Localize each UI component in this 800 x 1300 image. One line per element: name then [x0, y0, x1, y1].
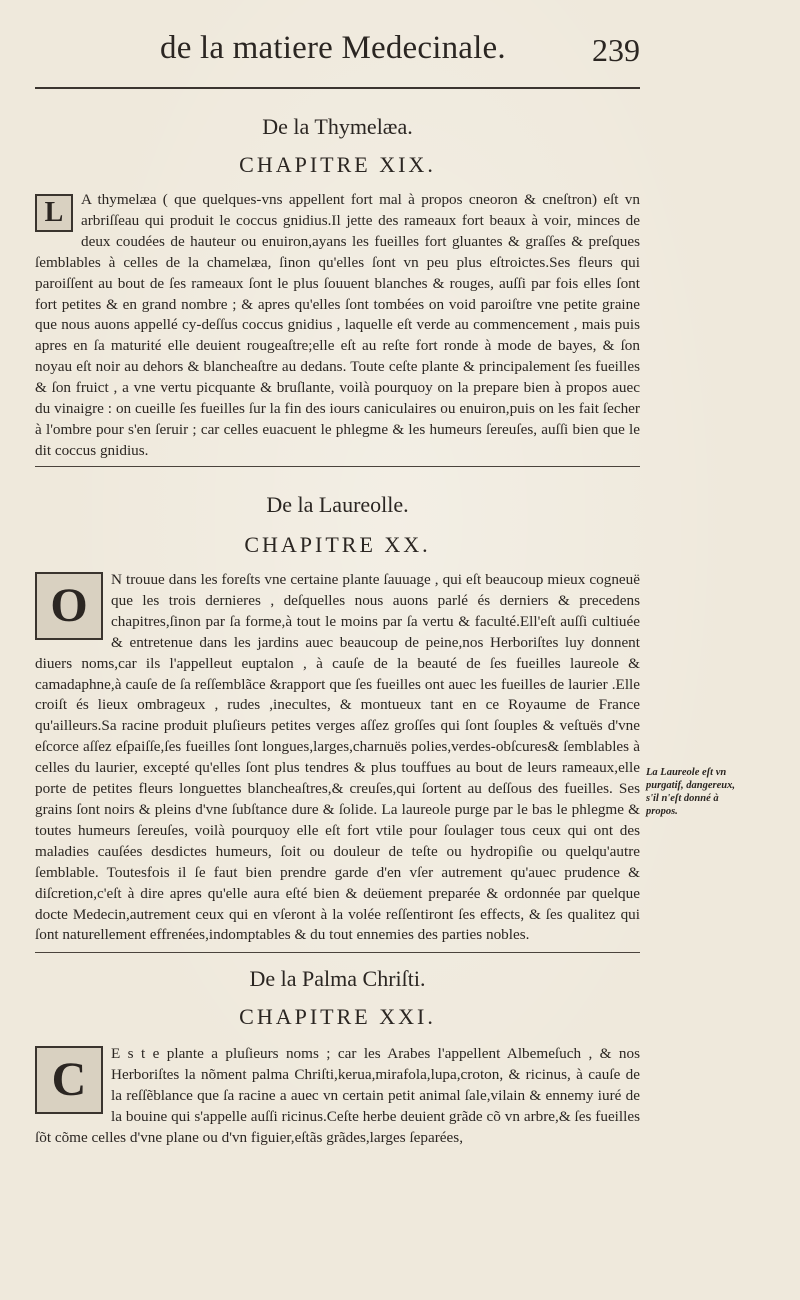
chapter-19-paragraph: A thymelæa ( que quelques-vns appellent fort mal à propos cneoron & cneſtron) eſt vn arbriſſeau qui produit le coccus gnidius.Il jette des rameaux fort beaux à voir, minces de deux coudées de hauteur ou enuiron,ayans les fueilles fort gluantes & graſſes & preſques ſemblables à celles de la chamelæa, ſinon qu'elles ſont vn peu plus eſtroictes.Ses fleurs qui paroiſſent au bout de ſes rameaux ſont le plus ſouuent blanches & rouges, auſſi par fois elles ſont fort petites & en grand nombre ; & apres qu'elles ſont tombées on void paroiſtre vne petite graine que nous auons appellé cy-deſſus coccus gnidius , laquelle eſt verde au commencement , mais puis apres en ſa maturité elle deuient rougeaſtre;elle eſt au reſte fort ronde à mode de bayes, & ſon noyau eſt noir au dehors & blancheaſtre au dedans. Toute ceſte plante & principalement ſes fueilles & ſon fruict , a vne vertu picquante & bruſlante, voilà pourquoy on la prepare bien à propos auec du vinaigre : on cueille ſes fueilles ſur la fin des iours caniculaires ou enuiron,puis on les fait ſecher à l'ombre pour s'en ſeruir ; car celles euacuent le phlegme & les humeurs ſereuſes, auſſi bien que le dit coccus gnidius.: [35, 191, 640, 459]
dropcap-l: L: [35, 194, 73, 232]
header-rule: [35, 87, 640, 89]
margin-note: La Laureole eſt vn purgatif, dangereux, s'il n'eſt donné à propos.: [646, 767, 735, 817]
dropcap-o: O: [35, 572, 103, 640]
running-title: de la matiere Medecinale.: [160, 30, 506, 66]
section-title-palma-christi: De la Palma Chriſti.: [249, 966, 426, 991]
chapter-heading-19: CHAPITRE XIX.: [239, 152, 436, 177]
section-divider-2: [35, 952, 640, 953]
dropcap-c: C: [35, 1046, 103, 1114]
chapter-20-text: [35, 570, 640, 946]
chapter-heading-20: CHAPITRE XX.: [244, 532, 431, 557]
chapter-heading-21: CHAPITRE XXI.: [239, 1004, 436, 1029]
chapter-19-text: [35, 190, 640, 462]
page-number: 239: [592, 32, 640, 68]
chapter-21-paragraph: E s t e plante a pluſieurs noms ; car les Arabes l'appellent Albemeſuch , & nos Herboriſtes la nõment palma Chriſti,kerua,mirafola,lupa,croton, & ricinus, à cauſe de la reſſẽblance que ſa racine a auec vn certain petit animal ſale,vilain & ennemy iuré de la bouine qui s'appelle auſſi ricinus.Ceſte herbe deuient grãde cõ vn arbre,& ſes fueilles ſõt cõme celles d'vne plane ou d'vn figuier,eſtãs grãdes,larges ſeparées,: [35, 1045, 640, 1146]
section-title-laureolle: De la Laureolle.: [266, 492, 409, 517]
page-header: [160, 22, 640, 72]
chapter-20-paragraph: N trouue dans les foreſts vne certaine plante ſauuage , qui eſt beaucoup mieux cogneuë que les trois dernieres , deſquelles nous auons parlé és derniers & precedens chapitres,ſinon par ſa forme,à tout le moins par ſa vertu & faculté.Ell'eſt auſſi cultiuée & entretenue dans les jardins auec beaucoup de peine,nos Herboriſtes luy donnent diuers noms,car ils l'appelleut euptalon , à cauſe de la beauté de ſes fueilles laureole & camadaphne,à cauſe de ſa reſſemblãce &rapport que ſes fueilles ont auec les fueilles de laurier .Elle croiſt és lieux ombrageux , rudes ,inecultes, & montueux tant en ce Royaume de France qu'ailleurs.Sa racine produit pluſieurs petites verges aſſez groſſes qui ſont ſouples & veſtuës d'vne eſcorce aſſez eſpaiſſe,ſes fueilles ſont longues,larges,charnuës polies,verdes-obſcures& ſemblables à celles du laurier, excepté qu'elles ſont plus tendres & plus touffues au bout de leurs rameaux,elle porte de petites fleurs longuettes blancheaſtres,& creuſes,qui ſortent au deſſous des fueilles. Ses grains ſont noirs & pleins d'vne ſubſtance dure & ſolide. La laureole purge par le bas le phlegme & toutes humeurs ſereuſes, voilà pourquoy elle eſt fort vtile pour ſoulager tous ceux qui ont des maladies cauſées desdictes humeurs, ſoit ou douleur de teſte ou hydropiſie ou quelqu'autre ſemblable. Toutesfois il ſe faut bien prendre garde d'en vſer autrement qu'auec prudence & diſcretion,c'eſt à dire apres qu'elle aura eſté bien & deüement preparée & ordonnée par quelque docte Medecin,autrement ceux qui en vſeront à la volée reſſentiront ſes effects, & ſes qualitez qui ſont naturellement effrenées,indomptables & du tout ennemies des parties nobles.: [35, 571, 640, 944]
section-title-thymelaea: De la Thymelæa.: [262, 114, 413, 139]
section-divider-1: [35, 466, 640, 467]
chapter-21-text: [35, 1044, 640, 1149]
